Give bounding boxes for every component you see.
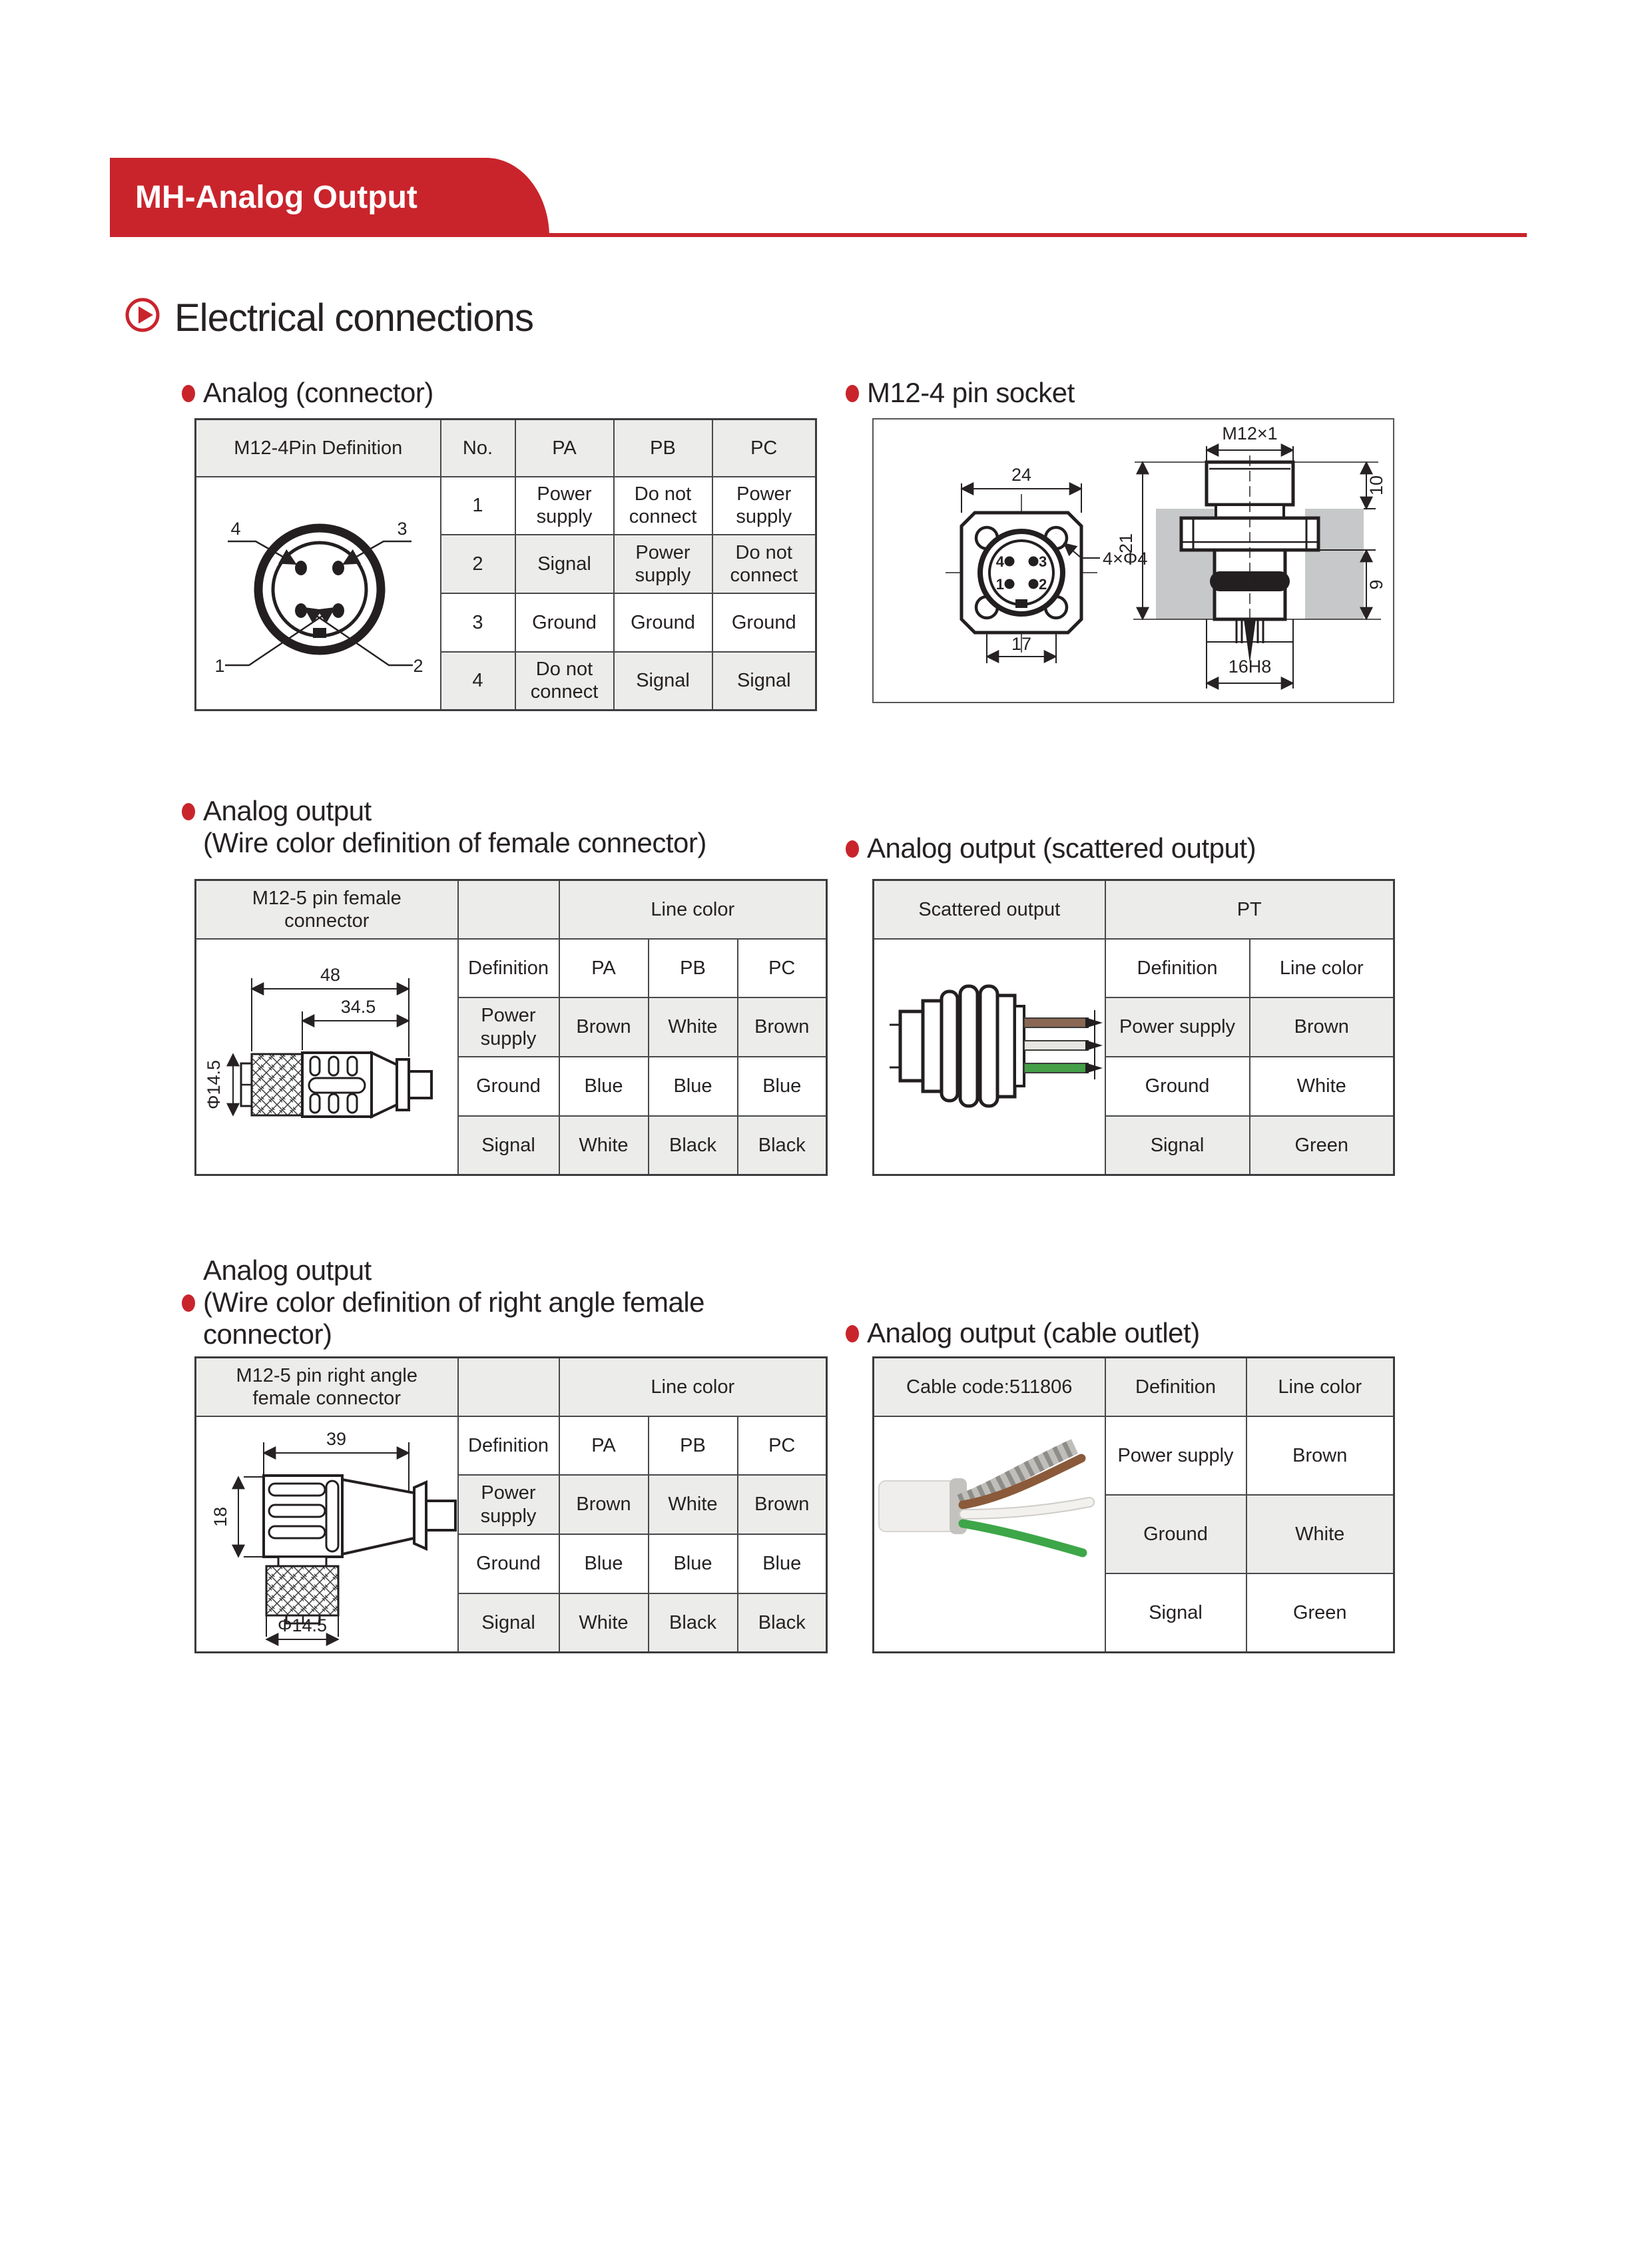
cell-pb: Blue <box>649 1057 738 1116</box>
cell-color: White <box>1250 1057 1394 1116</box>
dim-label-thread: M12×1 <box>1222 423 1278 443</box>
dim-label-overall: 21 <box>1116 533 1136 554</box>
cell-no: 3 <box>441 593 515 652</box>
cell-pc: Signal <box>712 652 816 710</box>
pin-label-3: 3 <box>397 518 408 539</box>
scattered-connector-drawing <box>875 940 1104 1169</box>
cell-definition: Signal <box>1105 1573 1246 1652</box>
cell-pc: Brown <box>738 997 827 1057</box>
pin-label-2: 2 <box>413 655 423 676</box>
header-banner <box>110 158 549 237</box>
cell-definition: Ground <box>458 1057 559 1116</box>
pin-label-1: 1 <box>995 576 1004 593</box>
analog-connector-table <box>194 418 817 711</box>
cell-definition: Ground <box>458 1534 559 1593</box>
left-header-line2: female connector <box>252 1387 401 1409</box>
cell-pb-header: PB <box>649 939 738 998</box>
cell-pc: Ground <box>712 593 816 652</box>
col-header-pa: PA <box>515 420 614 477</box>
pt-header: PT <box>1105 880 1394 939</box>
cell-definition: Ground <box>1105 1057 1250 1116</box>
connector-face-diagram-cell <box>196 477 441 710</box>
cell-pa: Ground <box>515 593 614 652</box>
cell-pb: Black <box>649 1593 738 1653</box>
line-color-header: Line color <box>559 1358 827 1416</box>
section-title-scattered: Analog output (scattered output) <box>867 832 1256 864</box>
cable-photo <box>875 1417 1104 1646</box>
banner-title: MH-Analog Output <box>135 180 417 215</box>
line-color-header: Line color <box>559 880 827 939</box>
dim-label-body: 34.5 <box>340 996 376 1017</box>
cell-pb: Do not connect <box>614 477 712 535</box>
cell-definition-header: Definition <box>458 939 559 998</box>
m12-socket-drawing <box>874 420 1390 699</box>
cell-definition-header: Definition <box>458 1416 559 1476</box>
socket-drawing-panel <box>872 418 1394 703</box>
cable-code-header: Cable code:511806 <box>874 1358 1105 1416</box>
section-title-analog-connector: Analog (connector) <box>203 377 433 408</box>
cell-color: Brown <box>1246 1416 1394 1495</box>
pin-label-4: 4 <box>230 518 241 539</box>
pin-label-1: 1 <box>214 655 225 676</box>
section-title-rightangle-line1: Analog output <box>203 1255 372 1286</box>
dim-label-mount: 16H8 <box>1228 657 1272 677</box>
dim-label-pitch: 17 <box>1011 634 1032 654</box>
left-header-line1: M12-5 pin female <box>252 887 402 909</box>
cell-definition: Ground <box>1105 1495 1246 1573</box>
female-connector-table <box>194 879 828 1176</box>
play-icon <box>125 297 160 333</box>
cell-no: 4 <box>441 652 515 710</box>
col-header-pc: PC <box>712 420 816 477</box>
cell-pa-header: PA <box>559 939 649 998</box>
cell-pa: Blue <box>559 1057 649 1116</box>
cell-definition-header: Definition <box>1105 939 1250 998</box>
cell-pc-header: PC <box>738 939 827 998</box>
cell-linecolor-header: Line color <box>1250 939 1394 998</box>
dim-label-holes: 4×Φ4 <box>1103 549 1148 569</box>
dim-label-diameter: Φ14.5 <box>277 1615 327 1635</box>
cell-pc: Blue <box>738 1057 827 1116</box>
dim-label-lower: 9 <box>1366 579 1386 590</box>
scattered-connector-diagram-cell <box>874 939 1105 1175</box>
linecolor-header: Line color <box>1246 1358 1394 1416</box>
right-angle-connector-drawing <box>197 1417 457 1646</box>
cable-photo-cell <box>874 1416 1105 1653</box>
cell-pc: Brown <box>738 1475 827 1534</box>
cell-definition: Signal <box>458 1116 559 1175</box>
cell-pb: Black <box>649 1116 738 1175</box>
left-header <box>196 1358 458 1416</box>
pin-label-2: 2 <box>1039 576 1047 593</box>
dim-label-upper: 10 <box>1366 475 1386 496</box>
cell-pa: Power supply <box>515 477 614 535</box>
pin-label-4: 4 <box>995 553 1004 570</box>
cable-outlet-table <box>872 1356 1395 1653</box>
cell-definition: Signal <box>458 1593 559 1653</box>
dim-label-diameter: Φ14.5 <box>203 1059 224 1109</box>
bullet-icon <box>846 840 859 858</box>
cell-definition: Signal <box>1105 1116 1250 1175</box>
empty-header <box>458 1358 559 1416</box>
left-header <box>196 880 458 939</box>
cell-pa-header: PA <box>559 1416 649 1476</box>
right-angle-connector-table <box>194 1356 828 1653</box>
cell-no: 2 <box>441 535 515 593</box>
female-connector-diagram-cell <box>196 939 458 1175</box>
left-header: Scattered output <box>874 880 1105 939</box>
bullet-icon <box>846 385 859 402</box>
bullet-icon <box>182 803 195 820</box>
dim-label-overall: 48 <box>320 964 340 985</box>
dim-label-overall: 39 <box>326 1428 346 1449</box>
cell-pa: Brown <box>559 1475 649 1534</box>
m12-connector-face-drawing <box>198 477 438 704</box>
cell-definition: Power supply <box>1105 997 1250 1057</box>
section-title-female-line2: (Wire color definition of female connector) <box>203 827 706 858</box>
cell-definition: Power supply <box>458 1475 559 1534</box>
cell-pc: Power supply <box>712 477 816 535</box>
section-title-rightangle-line2: (Wire color definition of right angle female <box>203 1286 705 1318</box>
definition-header: Definition <box>1105 1358 1246 1416</box>
left-header-line1: M12-5 pin right angle <box>236 1364 417 1386</box>
cell-definition: Power supply <box>458 997 559 1057</box>
cell-pb-header: PB <box>649 1416 738 1476</box>
cell-pb: Signal <box>614 652 712 710</box>
bullet-icon <box>846 1325 859 1342</box>
cell-pa: Do not connect <box>515 652 614 710</box>
empty-header <box>458 880 559 939</box>
col-header-pb: PB <box>614 420 712 477</box>
female-connector-drawing <box>197 940 457 1169</box>
cell-color: White <box>1246 1495 1394 1573</box>
pin-label-3: 3 <box>1039 553 1047 570</box>
cell-pc-header: PC <box>738 1416 827 1476</box>
cell-color: Green <box>1246 1573 1394 1652</box>
section-title-rightangle-line3: connector) <box>203 1318 332 1350</box>
right-angle-diagram-cell <box>196 1416 458 1653</box>
section-title-cable: Analog output (cable outlet) <box>867 1317 1200 1348</box>
dim-label-height: 18 <box>210 1506 230 1527</box>
cell-pa: Signal <box>515 535 614 593</box>
section-title-socket: M12-4 pin socket <box>867 377 1075 408</box>
dim-label-width: 24 <box>1011 465 1032 485</box>
cell-pa: Brown <box>559 997 649 1057</box>
col-header-no: No. <box>441 420 515 477</box>
section-title-female-line1: Analog output <box>203 795 372 826</box>
bullet-icon <box>182 1294 195 1312</box>
cell-pa: White <box>559 1116 649 1175</box>
cell-no: 1 <box>441 477 515 535</box>
page-title: Electrical connections <box>174 296 533 340</box>
left-header-line2: connector <box>284 910 370 932</box>
cell-definition: Power supply <box>1105 1416 1246 1495</box>
scattered-output-table <box>872 879 1395 1176</box>
cell-pc: Blue <box>738 1534 827 1593</box>
cell-pb: Ground <box>614 593 712 652</box>
cell-color: Brown <box>1250 997 1394 1057</box>
cell-pc: Do not connect <box>712 535 816 593</box>
cell-color: Green <box>1250 1116 1394 1175</box>
cell-pb: Power supply <box>614 535 712 593</box>
cell-pb: White <box>649 1475 738 1534</box>
cell-pa: Blue <box>559 1534 649 1593</box>
cell-pc: Black <box>738 1116 827 1175</box>
cell-pb: Blue <box>649 1534 738 1593</box>
col-header-definition: M12-4Pin Definition <box>196 420 441 477</box>
cell-pc: Black <box>738 1593 827 1653</box>
cell-pa: White <box>559 1593 649 1653</box>
bullet-icon <box>182 385 195 402</box>
cell-pb: White <box>649 997 738 1057</box>
